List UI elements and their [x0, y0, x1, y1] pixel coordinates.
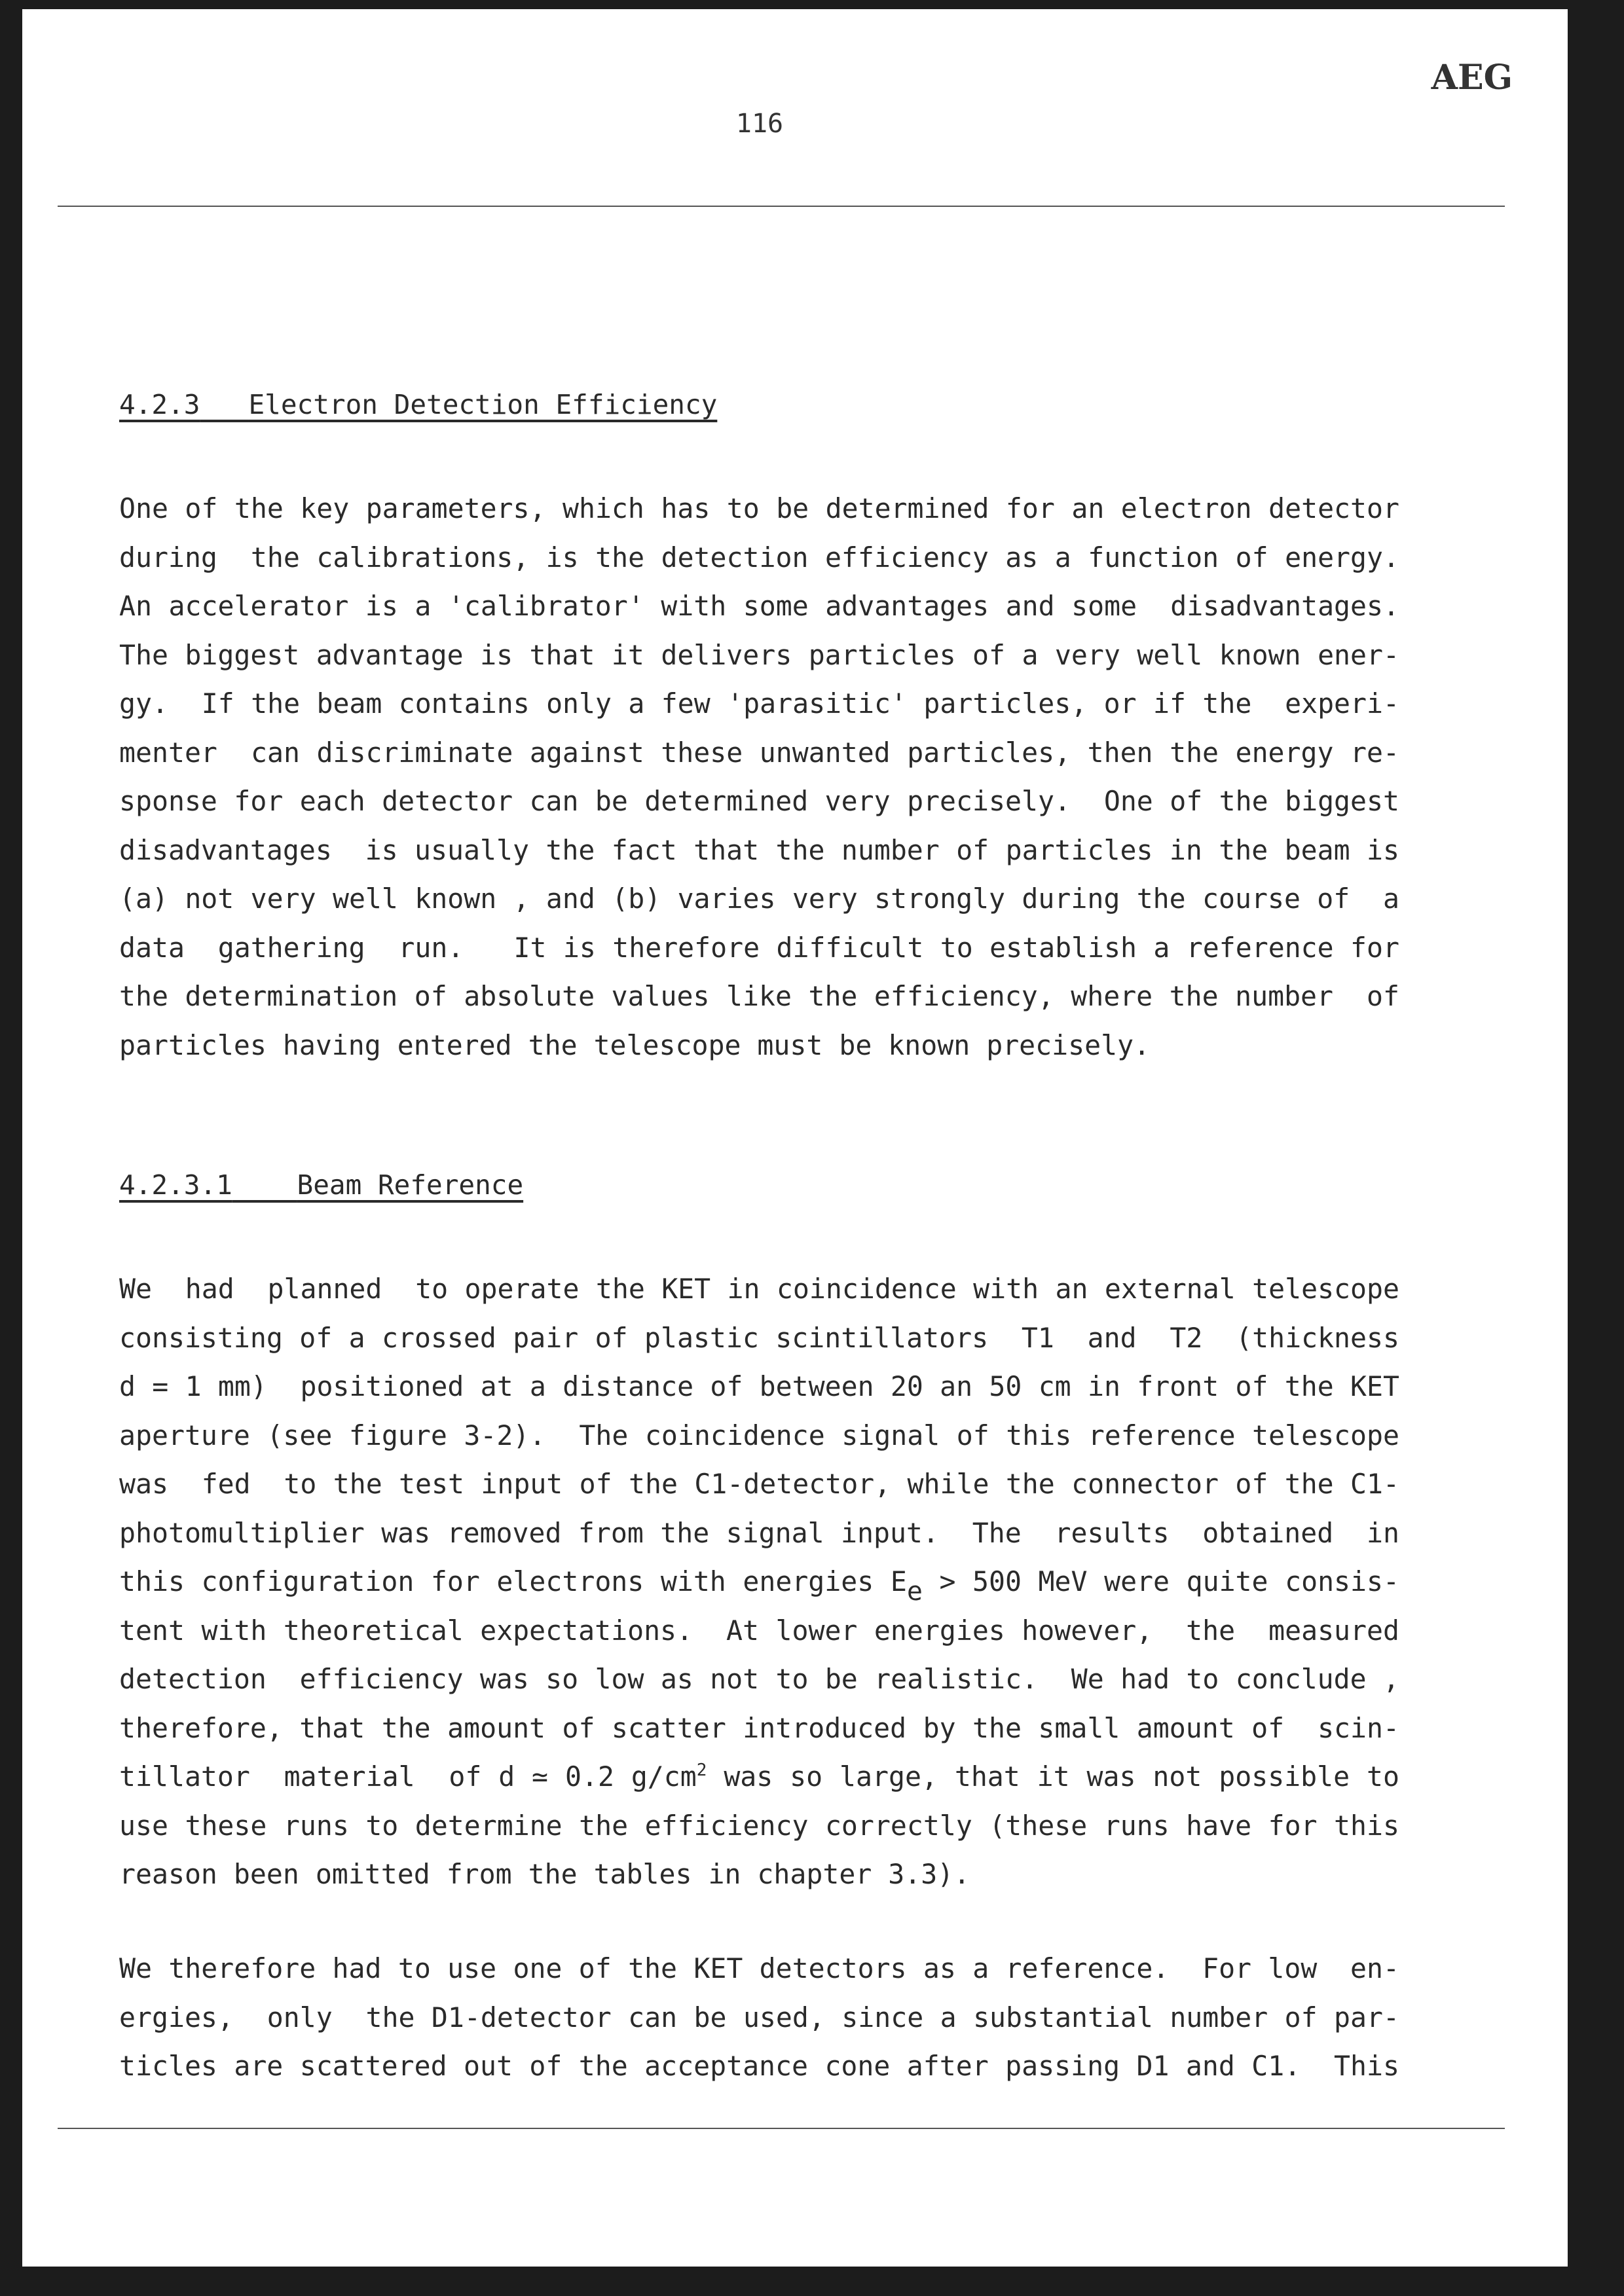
- text-line: One of the key parameters, which has to be determined for an electron detector: [119, 492, 1399, 524]
- text-line: data gathering run. It is therefore difficult to establish a reference for: [119, 931, 1399, 964]
- text-line: consisting of a crossed pair of plastic scintillators T1 and T2 (thickness: [119, 1321, 1399, 1354]
- text-line: ticles are scattered out of the acceptance cone after passing D1 and C1. This: [119, 2050, 1399, 2082]
- text-line: d = 1 mm) positioned at a distance of between 20 an 50 cm in front of the KET: [119, 1370, 1399, 1402]
- subsection-paragraph-1: [119, 1265, 1399, 1899]
- text-line: tent with theoretical expectations. At lower energies however, the measured: [119, 1614, 1399, 1647]
- text-line: particles having entered the telescope must be known precisely.: [119, 1029, 1151, 1061]
- subsection-title: Beam Reference: [297, 1169, 524, 1201]
- text-line: therefore, that the amount of scatter introduced by the small amount of scin-: [119, 1711, 1399, 1744]
- text-line: disadvantages is usually the fact that the number of particles in the beam is: [119, 833, 1399, 866]
- page-number: 116: [735, 109, 784, 139]
- header-divider: [58, 206, 1505, 207]
- section-paragraph: [119, 484, 1399, 1070]
- text-line: use these runs to determine the efficiency correctly (these runs have for this: [119, 1809, 1399, 1842]
- text-line: sponse for each detector can be determined very precisely. One of the biggest: [119, 785, 1399, 817]
- text-line-with-subscript: this configuration for electrons with energies $E_e > 500$ MeV were quite consis-: [119, 1565, 1399, 1607]
- text-line: reason been omitted from the tables in chapter 3.3).: [119, 1858, 970, 1890]
- text-line: during the calibrations, is the detection efficiency as a function of energy.: [119, 541, 1399, 574]
- subsection-number: 4.2.3.1: [119, 1169, 232, 1201]
- energy-subscript: e: [906, 1576, 923, 1607]
- footer-divider: [58, 2128, 1505, 2129]
- text-line: was fed to the test input of the C1-detector, while the connector of the C1-: [119, 1468, 1399, 1500]
- text-line: The biggest advantage is that it delivers particles of a very well known ener-: [119, 638, 1399, 671]
- text-line: We therefore had to use one of the KET detectors as a reference. For low en-: [119, 1952, 1399, 1984]
- section-number: 4.2.3: [119, 389, 200, 420]
- subsection-paragraph-2: [119, 1944, 1399, 2091]
- text-line: gy. If the beam contains only a few 'parasitic' particles, or if the experi-: [119, 687, 1399, 720]
- text-line: (a) not very well known , and (b) varies very strongly during the course of a: [119, 883, 1399, 915]
- text-line: ergies, only the D1-detector can be used, since a substantial number of par-: [119, 2001, 1399, 2033]
- text-line: An accelerator is a 'calibrator' with some advantages and some disadvantages.: [119, 590, 1399, 622]
- text-line-with-superscript: tillator material of d ≃ 0.2 $g/cm^2$ was so large, that it was not possible to: [119, 1760, 1399, 1793]
- text-line: aperture (see figure 3-2). The coincidence signal of this reference telescope: [119, 1419, 1399, 1451]
- text-line: detection efficiency was so low as not to be realistic. We had to conclude ,: [119, 1663, 1399, 1695]
- text-line: the determination of absolute values like the efficiency, where the number of: [119, 980, 1399, 1012]
- text-line: menter can discriminate against these unwanted particles, then the energy re-: [119, 736, 1399, 769]
- company-logo: AEG: [1431, 58, 1513, 98]
- text-line: We had planned to operate the KET in coincidence with an external telescope: [119, 1273, 1399, 1305]
- subsection-heading: [119, 1169, 523, 1201]
- document-page: [22, 9, 1568, 2267]
- section-title: Electron Detection Efficiency: [248, 389, 718, 420]
- text-line: photomultiplier was removed from the signal input. The results obtained in: [119, 1516, 1399, 1549]
- unit-superscript: 2: [696, 1760, 707, 1780]
- section-heading: [119, 389, 717, 420]
